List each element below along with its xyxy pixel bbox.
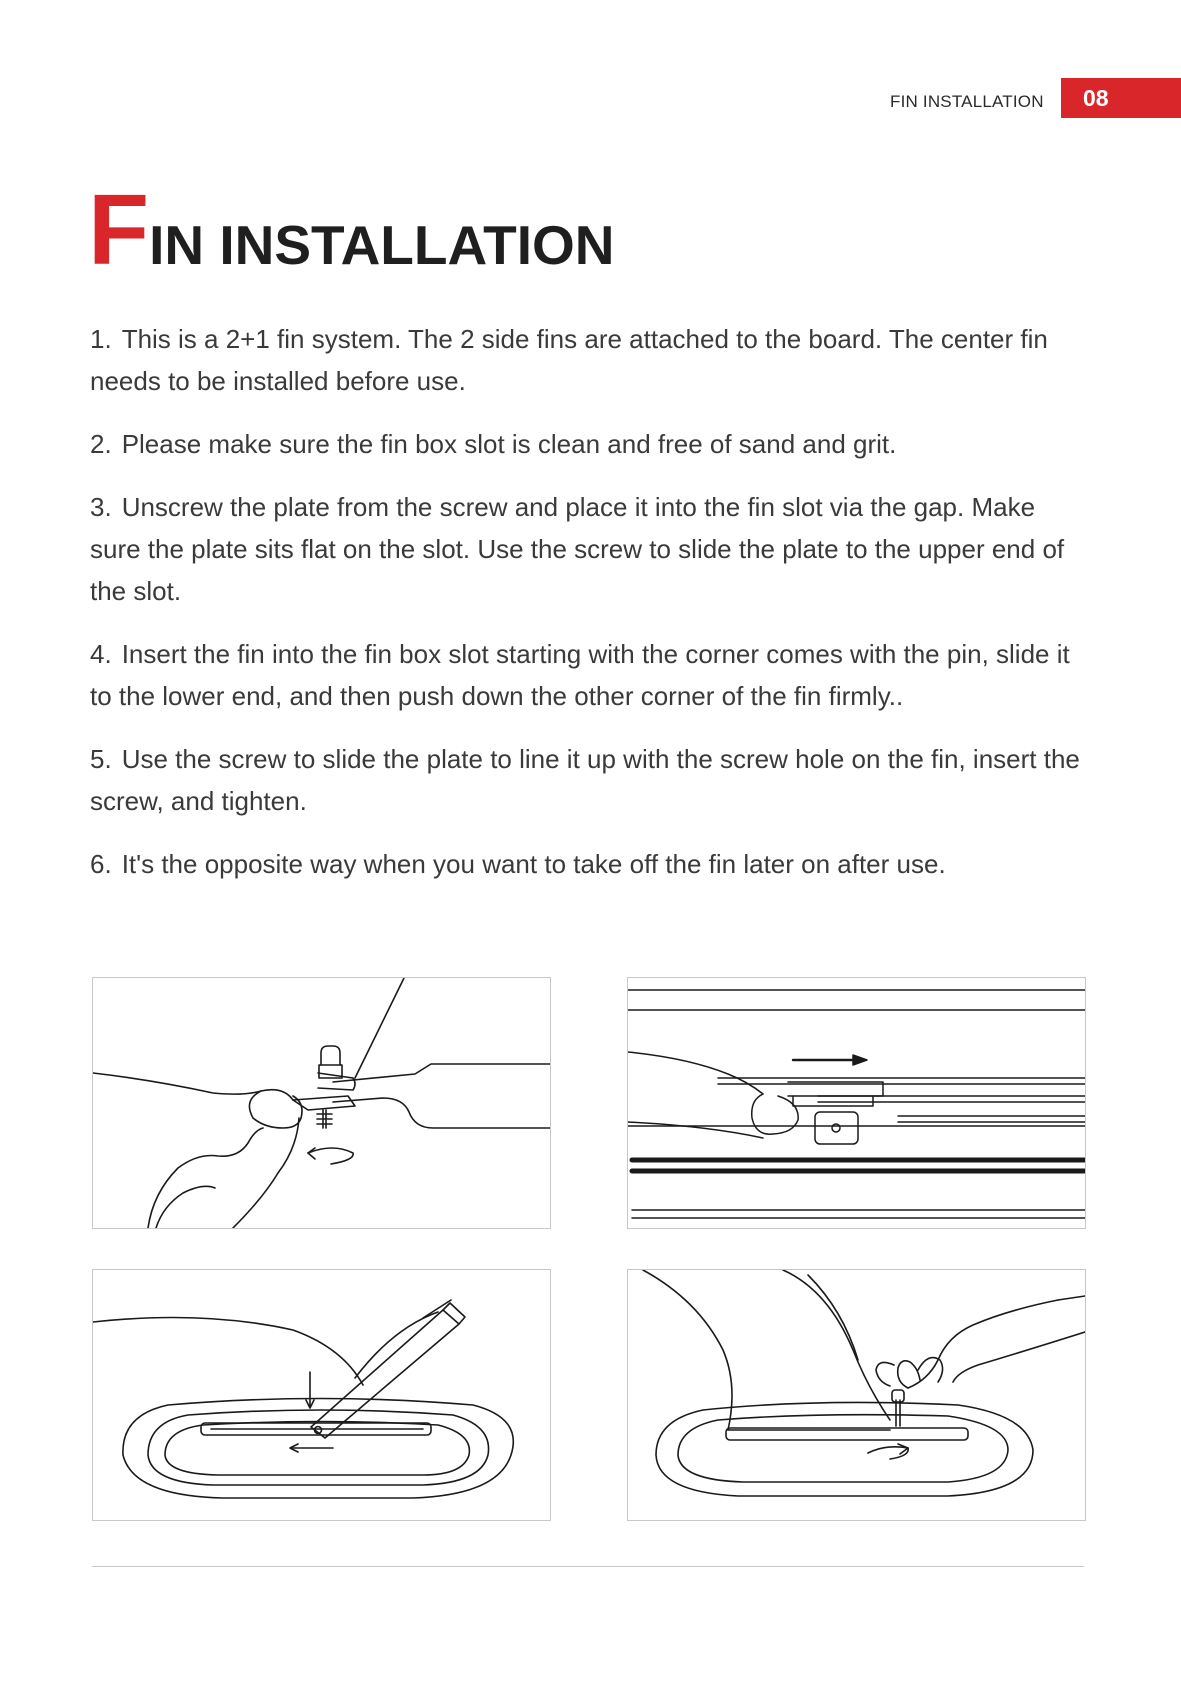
page-title (88, 174, 615, 286)
instruction-list (90, 318, 1085, 906)
step-text: Please make sure the fin box slot is clean and free of sand and grit. (121, 429, 897, 459)
step-text: Use the screw to slide the plate to line it up with the screw hole on the fin, insert the screw, and tighten. (90, 744, 1080, 816)
step-number: 2. (90, 429, 112, 459)
insert-fin-illustration (92, 1269, 551, 1521)
step-text: This is a 2+1 fin system. The 2 side fins are attached to the board. The center fin needs to be installed before use. (90, 324, 1048, 396)
tighten-screw-illustration (627, 1269, 1086, 1521)
footer-divider (92, 1566, 1084, 1567)
title-initial: F (88, 174, 150, 286)
step-number: 5. (90, 744, 112, 774)
title-rest: IN INSTALLATION (149, 214, 615, 276)
unscrew-plate-illustration (92, 977, 551, 1229)
step-number: 4. (90, 639, 112, 669)
instruction-step (90, 486, 1085, 612)
step-text: It's the opposite way when you want to take off the fin later on after use. (121, 849, 946, 879)
slide-plate-illustration (627, 977, 1086, 1229)
page-number: 08 (1083, 85, 1109, 111)
page-number-tab (1061, 78, 1181, 118)
instruction-step (90, 738, 1085, 822)
running-section-title: FIN INSTALLATION (890, 92, 1044, 111)
step-text: Unscrew the plate from the screw and place it into the fin slot via the gap. Make sure the plate sits flat on the slot. Use the screw to slide the plate to the upper end of the slot. (90, 492, 1065, 606)
step-text: Insert the fin into the fin box slot starting with the corner comes with the pin, slide it to the lower end, and then push down the other corner of the fin firmly.. (90, 639, 1070, 711)
step-number: 3. (90, 492, 112, 522)
step-number: 1. (90, 324, 112, 354)
instruction-step (90, 633, 1085, 717)
instruction-step (90, 423, 1085, 465)
instruction-step (90, 318, 1085, 402)
step-number: 6. (90, 849, 112, 879)
instruction-step (90, 843, 1085, 885)
